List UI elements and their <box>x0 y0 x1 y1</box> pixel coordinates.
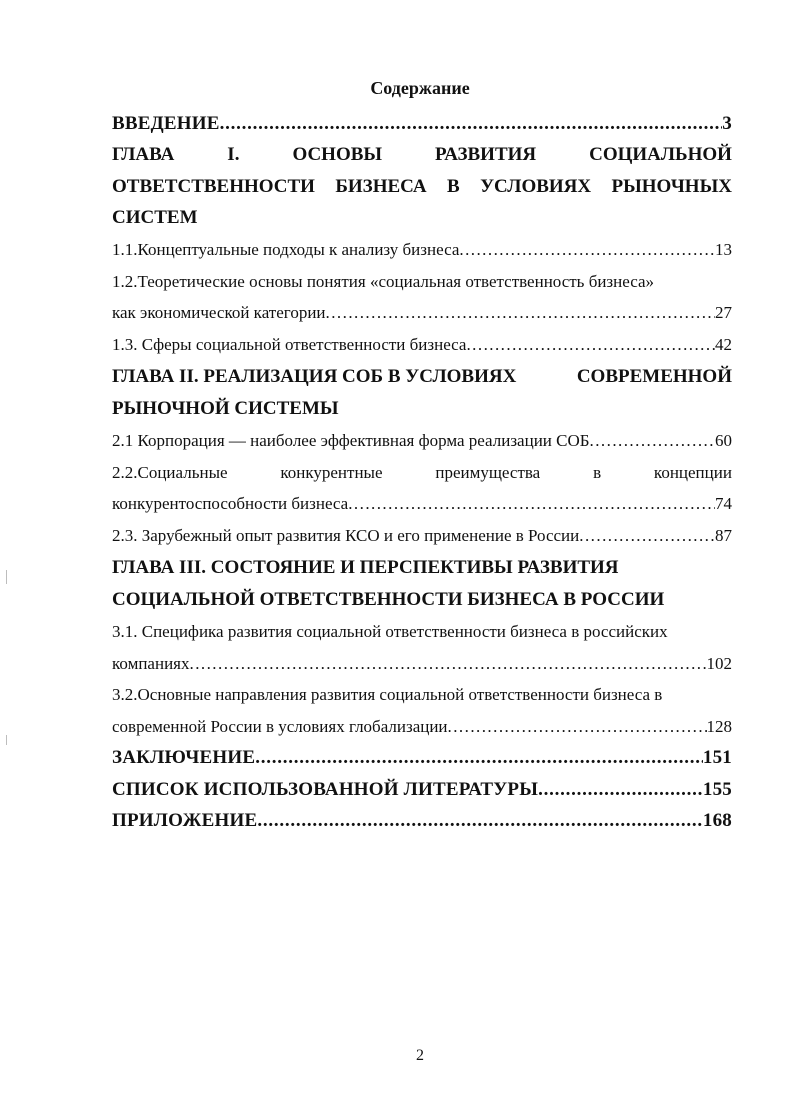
dot-leader <box>255 747 703 769</box>
toc-entry-3-2 <box>112 717 732 737</box>
toc-entry-page: 151 <box>702 747 732 768</box>
toc-entry-label: ПРИЛОЖЕНИЕ <box>112 810 258 831</box>
toc-entry-label: ЗАКЛЮЧЕНИЕ <box>112 747 256 768</box>
toc-entry-1-3 <box>112 335 732 355</box>
dot-leader <box>448 717 707 737</box>
toc-entry-page: 27 <box>715 303 732 322</box>
toc-entry-page: 128 <box>706 717 732 736</box>
toc-entry-2-2-line1 <box>112 463 732 483</box>
toc-entry-page: 168 <box>702 810 732 831</box>
toc-entry-label: 1.3. Сферы социальной ответственности бизнеса <box>112 335 467 354</box>
toc-entry-1-2 <box>112 303 732 323</box>
toc-entry-page: 155 <box>702 779 732 800</box>
toc-entry-label: компаниях <box>112 654 190 673</box>
page-number: 2 <box>416 1047 424 1064</box>
entry-word: преимущества <box>435 463 541 482</box>
dot-leader <box>579 526 715 546</box>
chapter1-heading-line2 <box>112 176 732 198</box>
chapter1-heading-line3: СИСТЕМ <box>112 207 198 228</box>
toc-entry-appendix <box>112 810 732 832</box>
dot-leader <box>590 431 715 451</box>
heading-word: I. <box>227 144 240 165</box>
toc-entry-3-2-line1: 3.2.Основные направления развития социальной ответственности бизнеса в <box>112 685 663 704</box>
chapter1-heading-line1 <box>112 144 732 166</box>
toc-entry-page: 102 <box>706 654 732 673</box>
toc-entry-label: СПИСОК ИСПОЛЬЗОВАННОЙ ЛИТЕРАТУРЫ <box>112 779 539 800</box>
toc-entry-3-1-line1: 3.1. Специфика развития социальной ответственности бизнеса в российских <box>112 622 668 641</box>
heading-word: РЫНОЧНЫХ <box>611 176 732 197</box>
dot-leader <box>326 303 715 323</box>
toc-entry-label: 1.1.Концептуальные подходы к анализу бизнеса <box>112 240 460 259</box>
dot-leader <box>538 779 703 801</box>
dot-leader <box>459 240 715 260</box>
dot-leader <box>257 810 703 832</box>
page-title: Содержание <box>370 78 470 98</box>
dot-leader <box>190 654 707 674</box>
chapter3-heading-line1: ГЛАВА III. СОСТОЯНИЕ И ПЕРСПЕКТИВЫ РАЗВИТИЯ <box>112 557 619 578</box>
toc-entry-2-1 <box>112 431 732 451</box>
toc-entry-page: 60 <box>715 431 732 450</box>
heading-word: БИЗНЕСА <box>335 176 427 197</box>
heading-word: УСЛОВИЯХ <box>480 176 592 197</box>
heading-word: ОСНОВЫ <box>292 144 383 165</box>
entry-word: концепции <box>653 463 732 482</box>
toc-entry-2-2 <box>112 494 732 514</box>
heading-word: РАЗВИТИЯ <box>435 144 537 165</box>
toc-entry-label: как экономической категории <box>112 303 326 322</box>
scan-artifact <box>6 570 7 584</box>
entry-word: 2.2.Социальные <box>112 463 228 482</box>
toc-entry-page: 13 <box>715 240 732 259</box>
toc-entry-page: 87 <box>715 526 732 545</box>
entry-word: конкурентные <box>280 463 383 482</box>
heading-word: В <box>447 176 460 197</box>
toc-entry-conclusion <box>112 747 732 769</box>
toc-entry-label: 2.1 Корпорация — наиболее эффективная форма реализации СОБ <box>112 431 590 450</box>
toc-entry-page: 3 <box>722 113 732 134</box>
heading-part: ГЛАВА II. РЕАЛИЗАЦИЯ СОБ В УСЛОВИЯХ <box>112 366 517 387</box>
scan-artifact <box>6 735 7 745</box>
toc-entry-references <box>112 779 732 801</box>
toc-entry-1-2-line1: 1.2.Теоретические основы понятия «социальная ответственность бизнеса» <box>112 272 655 291</box>
heading-word: ГЛАВА <box>112 144 175 165</box>
toc-entry-label: конкурентоспособности бизнеса <box>112 494 349 513</box>
toc-entry-label: современной России в условиях глобализации <box>112 717 448 736</box>
heading-part: СОВРЕМЕННОЙ <box>576 366 732 387</box>
toc-entry-introduction <box>112 113 732 135</box>
dot-leader <box>348 494 715 514</box>
heading-word: ОТВЕТСТВЕННОСТИ <box>112 176 315 197</box>
toc-entry-page: 42 <box>715 335 732 354</box>
toc-entry-3-1 <box>112 654 732 674</box>
dot-leader <box>220 113 723 135</box>
toc-entry-1-1 <box>112 240 732 260</box>
dot-leader <box>466 335 715 355</box>
toc-entry-label: ВВЕДЕНИЕ <box>112 113 220 134</box>
chapter2-heading-line2: РЫНОЧНОЙ СИСТЕМЫ <box>112 398 339 419</box>
entry-word: в <box>593 463 602 482</box>
toc-entry-2-3 <box>112 526 732 546</box>
toc-entry-page: 74 <box>715 494 732 513</box>
toc-entry-label: 2.3. Зарубежный опыт развития КСО и его применение в России <box>112 526 580 545</box>
chapter3-heading-line2: СОЦИАЛЬНОЙ ОТВЕТСТВЕННОСТИ БИЗНЕСА В РОССИИ <box>112 589 665 610</box>
heading-word: СОЦИАЛЬНОЙ <box>589 144 732 165</box>
chapter2-heading-line1 <box>112 366 732 388</box>
